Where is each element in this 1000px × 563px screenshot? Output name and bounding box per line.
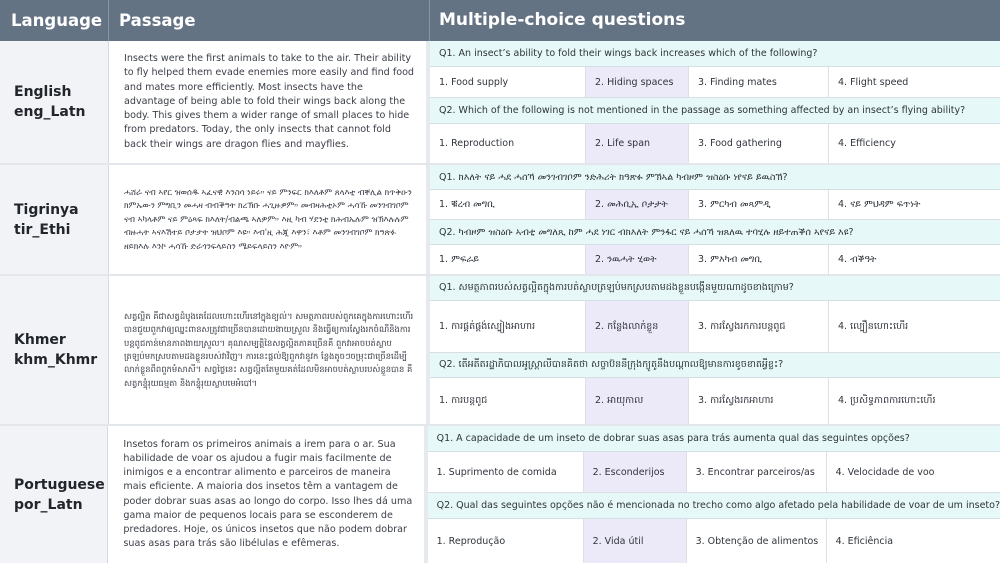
option-4: 4. ብቕዓት: [838, 254, 877, 265]
language-code: khm_Khmr: [14, 352, 98, 368]
option-3: 3. Food gathering: [689, 124, 829, 163]
options-q1: [430, 190, 1000, 220]
passage-cell: [109, 41, 430, 163]
question-1: Q1. សមត្ថភាពរបស់សត្វល្អិតក្នុងការបត់ស្លាបត្រឡប់មកស្របតាមដងខ្លួនបង្កើនមួយណាដូចខាងក្រោម?: [430, 276, 1000, 301]
language-name: Khmer: [14, 332, 66, 348]
table-row-tigrinya: [0, 165, 1000, 276]
question-2: Q2. Which of the following is not mentioned in the passage as something affected by an insect’s flying ability?: [430, 98, 1000, 124]
passage-text: Insects were the first animals to take to the air. Their ability to fly helped them evade enemies more easily and find food and mates more efficiently. Most insects have the advantage of being able to fold their wings back along the body. This gives them a wider range of small places to hide from predators. Today, the only insects that cannot fold back their wings are dragon flies and mayflies.: [124, 53, 415, 150]
option-3: 3. ምእካብ መግቢ: [689, 245, 829, 274]
option-3: 3. ការស្វែងរកការបន្តពូជ: [689, 301, 829, 352]
question-1: Q1. ክእለት ናይ ሓደ ሓሰኻ መንገብገቦም ንድሕሪት ክዓጽፉ ምኽኣል ካብዞም ዝስዕቡ ነየናይ ይዉስኽ?: [430, 165, 1000, 190]
option-4: 4. Flight speed: [838, 76, 909, 88]
passage-text: Insetos foram os primeiros animais a irem para o ar. Sua habilidade de voar os ajudou a fugir mais facilmente de inimigos e a encontrar alimento e parceiros de maneira mais eficiente. A maioria dos insetos têm a vantagem de poder dobrar suas asas ao longo do corpo. Isso lhes dá uma gama maior de pequenos locais para se esconderem de predadores. Hoje, os únicos insetos que não podem dobrar suas asas para trás são libélulas e efêmeras.: [123, 438, 413, 550]
option-2-correct: 2. Vida útil: [584, 519, 687, 563]
option-1: 1. Suprimento de comida: [428, 452, 584, 492]
mcq-cell: [428, 426, 1000, 563]
mcq-cell: [430, 165, 1000, 274]
options-q2: [430, 124, 1000, 163]
passage-text: សត្វល្អិត គឺជាសត្វដំបូងគេដែលហោះហើរនៅក្នុងខ្យល់។ សមត្ថភាពរបស់ពួកគេក្នុងការហោះហើរ បានជួយពួកវាឲ្យឈ្នះពានសត្រូវជាច្រើនបានដោយងាយស្រួល និងធ្វើឲ្យការស្វែងរកចំណីនិងការបន្តពូជកាន់មានភាពងាយស្រួល។ គុណសម្បត្តិនៃសត្វល្អិតភាគច្រើនគឺ ពួកវាអាចបត់ស្លាបត្រឡប់មកស្របតាមដងខ្លួនរបស់វាវិញ។ ការនេះផ្ដល់ឱ្យពួកវានូវក ន្លែងតូចៗចម្រុះជាច្រើនដើម្បីលាក់ខ្លួនពីពពួកមំសាសី។ សព្វថ្ងៃនេះ សត្វល្អិតតែមួយគត់ដែលមិនអាចបត់ស្លាបរបស់ខ្លួនបាន គឺសត្វកន្ទុំរុយធម្មតា និងកន្ទុំរុយស្លាបមេអំបៅ។: [124, 310, 414, 388]
option-4: 4. ናይ ምህዳም ፍጥነት: [838, 199, 921, 210]
language-code: tir_Ethi: [14, 221, 71, 238]
option-1: 1. ការបន្តពូជ: [430, 378, 586, 424]
question-2: Q2. តើអតីតរដ្ឋាភិបាលអូស្ត្រាលីបានគិតថា សច្ចាប៊ននីក្រុងក្យូតូនឹងបណ្ដាលឱ្យមានការខូចខាតអ្វីខ្លះ?: [430, 353, 1000, 378]
table-row-portuguese: [0, 426, 1000, 563]
header-language: Language: [0, 0, 109, 41]
option-1: 1. Food supply: [430, 67, 586, 97]
passage-cell: [108, 426, 427, 563]
table-header: [0, 0, 1000, 41]
language-name: Tigrinya: [14, 201, 79, 218]
option-4: 4. ប្រសិទ្ធភាពការហោះហើរ: [838, 395, 936, 406]
option-2-correct: 2. អាយុកាល: [586, 378, 689, 424]
option-3: 3. ការស្វែងរកអាហារ: [689, 378, 829, 424]
question-1: Q1. A capacidade de um inseto de dobrar suas asas para trás aumenta qual das seguintes opções?: [428, 426, 1000, 452]
table-row-khmer: [0, 276, 1000, 426]
header-mcq: Multiple-choice questions: [439, 10, 686, 30]
option-3: 3. Encontrar parceiros/as: [687, 452, 827, 492]
option-4: 4. ល្បឿនហោះហើរ: [838, 320, 909, 332]
mcq-cell: [430, 41, 1000, 163]
language-cell: [0, 41, 109, 163]
option-4: 4. Velocidade de voo: [835, 466, 935, 478]
option-4: 4. Eficiência: [835, 535, 894, 547]
options-q2: [430, 245, 1000, 274]
question-2: Q2. ካብዞም ዝስዕቡ ኣብቲ መግለጺ ከም ሓደ ነገር ብክእለት ምንፋር ናይ ሓሰኻ ዝጸለዉ ተባሂሉ ዘይተጠቕሰ ኣየናይ እዩ?: [430, 220, 1000, 245]
option-2-correct: 2. កន្លែងលាក់ខ្លួន: [586, 301, 689, 352]
option-2-correct: 2. Esconderijos: [584, 452, 687, 492]
table-row-english: [0, 41, 1000, 165]
options-q1: [430, 301, 1000, 353]
options-q1: [430, 67, 1000, 98]
option-3: 3. ምርካብ መጻምዲ: [689, 190, 829, 219]
header-passage: Passage: [109, 0, 430, 41]
language-cell: [0, 165, 109, 274]
language-code: eng_Latn: [14, 104, 86, 120]
option-4: 4. Efficiency: [838, 138, 896, 149]
passage-cell: [109, 165, 430, 274]
option-3: 3. Finding mates: [689, 67, 829, 97]
passage-text: ሓሸራ ናብ ኣየር ዝወሰዱ ኣፈናዊ እንስሳ ነይሩ። ናይ ምንፍር ክእለቶም ጸላእቲ ብቐሊል ክጥቅዑን ክምኡውን ምግቢን መሓዛ ብብቕዓት ክረኽቡ ሓጊዙዎም። መብዛሕቲኦም ሓሳኹ መንገብገቦም ናብ ኣካላቶም ናይ ምዕጻፍ ክእለት/ብልጫ ኣለዎም። እዚ ካብ ሃደንቲ ክሕብኡሉም ዝኽእሉሉም ብዙሓት ኣናእሽተይ ቦታታት ዝህቦም እዩ። እብ'ዚ ሕጂ እዋን፣ እቶም መንገብገቦም ክዓጽፉ ዘይክእሉ እንኮ ሓሳኹ ድራጎንፍላይስን ሜይፍላይስን እዮም።: [124, 186, 412, 251]
option-3: 3. Obtenção de alimentos: [687, 519, 827, 563]
mcq-cell: [430, 276, 1000, 424]
option-1: 1. ቑረብ መግቢ: [430, 190, 586, 219]
option-2-correct: 2. Life span: [586, 124, 689, 163]
question-1: Q1. An insect’s ability to fold their wings back increases which of the following?: [430, 41, 1000, 67]
language-name: Portuguese: [14, 476, 105, 493]
option-1: 1. Reprodução: [428, 519, 584, 563]
language-cell: [0, 276, 109, 424]
options-q1: [428, 452, 1000, 493]
language-name: English: [14, 84, 72, 100]
option-2-correct: 2. Hiding spaces: [586, 67, 689, 97]
option-1: 1. Reproduction: [430, 124, 586, 163]
option-1: 1. ការផ្គត់ផ្គង់ស្បៀងអាហារ: [430, 301, 586, 352]
option-1: 1. ምፍራይ: [430, 245, 586, 274]
options-q2: [428, 519, 1000, 563]
option-2-correct: 2. ንዉሓት ሂወት: [586, 245, 689, 274]
option-2-correct: 2. መሕቢኢ ቦታታት: [586, 190, 689, 219]
options-q2: [430, 378, 1000, 424]
passage-cell: [109, 276, 430, 424]
language-code: por_Latn: [14, 496, 83, 513]
question-2: Q2. Qual das seguintes opções não é mencionada no trecho como algo afetado pela habilidade de voar de um inseto?: [428, 493, 1000, 519]
language-cell: [0, 426, 108, 563]
